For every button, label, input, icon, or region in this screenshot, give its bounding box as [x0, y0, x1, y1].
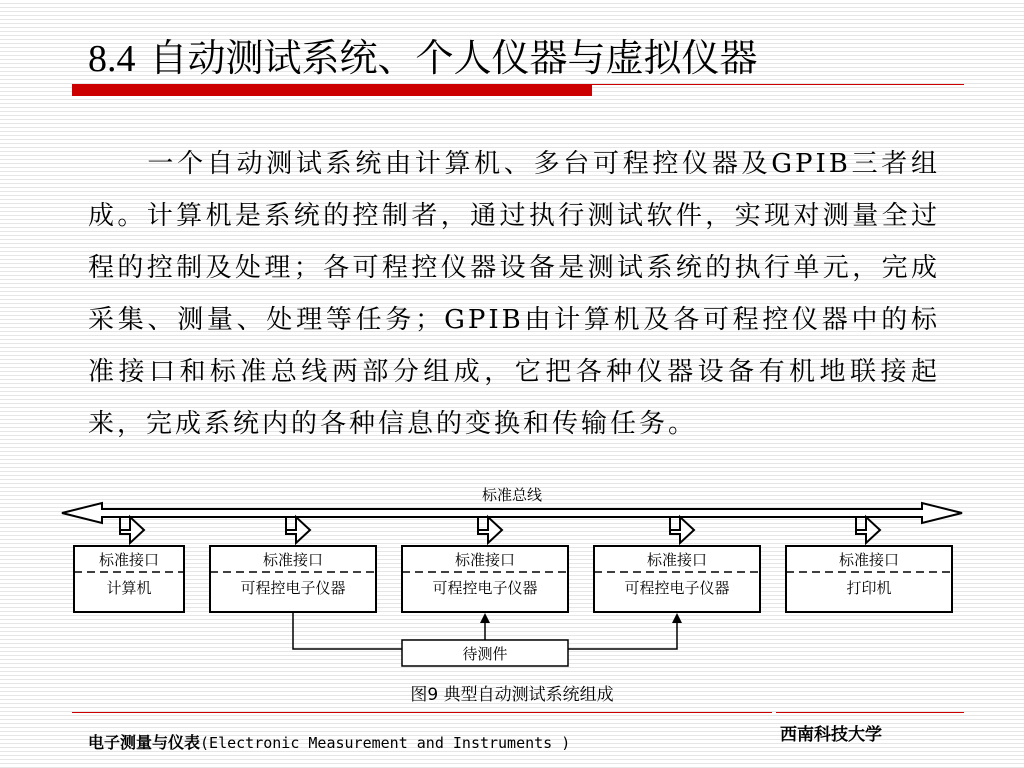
bus-connector [286, 517, 310, 543]
box-device-label: 打印机 [846, 579, 892, 597]
box-device-label: 计算机 [106, 579, 152, 597]
box-interface-label: 标准接口 [98, 551, 160, 569]
footer-divider-right [776, 712, 964, 713]
section-number: 8.4 [88, 38, 136, 80]
footer-divider [72, 712, 772, 713]
course-name-cn: 电子测量与仪表 [88, 733, 201, 752]
figure-caption: 图9 典型自动测试系统组成 [410, 685, 614, 705]
box-interface-label: 标准接口 [646, 551, 708, 569]
box-interface-label: 标准接口 [454, 551, 516, 569]
bus-connectors [120, 517, 880, 543]
title-red-bar [72, 84, 592, 96]
ats-diagram [0, 480, 1024, 710]
bus-connector [478, 517, 502, 543]
footer-school: 西南科技大学 [780, 725, 882, 745]
box-interface-label: 标准接口 [262, 551, 324, 569]
bus-connector [120, 517, 144, 543]
bus-connector [856, 517, 880, 543]
body-paragraph: 一个自动测试系统由计算机、多台可程控仪器及GPIB三者组成。计算机是系统的控制者，通过执行测试软件，实现对测量全过程的控制及处理；各可程控仪器设备是测试系统的执行单元，完成采集、测量、处理等任务；GPIB由计算机及各可程控仪器中的标准接口和标准总线两部分组成，它把各种仪器设备有机地联接起来，完成系统内的各种信息的变换和传输任务。 [88, 149, 940, 439]
bus-label: 标准总线 [481, 486, 543, 504]
dut-link-left [293, 612, 402, 649]
footer-course [88, 730, 570, 753]
box-device-label: 可程控电子仪器 [240, 579, 346, 597]
title-text: 自动测试系统、个人仪器与虚拟仪器 [149, 36, 758, 80]
slide-title [88, 34, 758, 83]
bus-connector [670, 517, 694, 543]
dut-label: 待测件 [462, 645, 508, 663]
box-interface-label: 标准接口 [838, 551, 900, 569]
box-device-label: 可程控电子仪器 [432, 579, 538, 597]
standard-bus [62, 503, 962, 523]
box-device-label: 可程控电子仪器 [624, 579, 730, 597]
course-name-en: (Electronic Measurement and Instruments ) [200, 734, 571, 752]
dut-link-right [568, 615, 677, 649]
